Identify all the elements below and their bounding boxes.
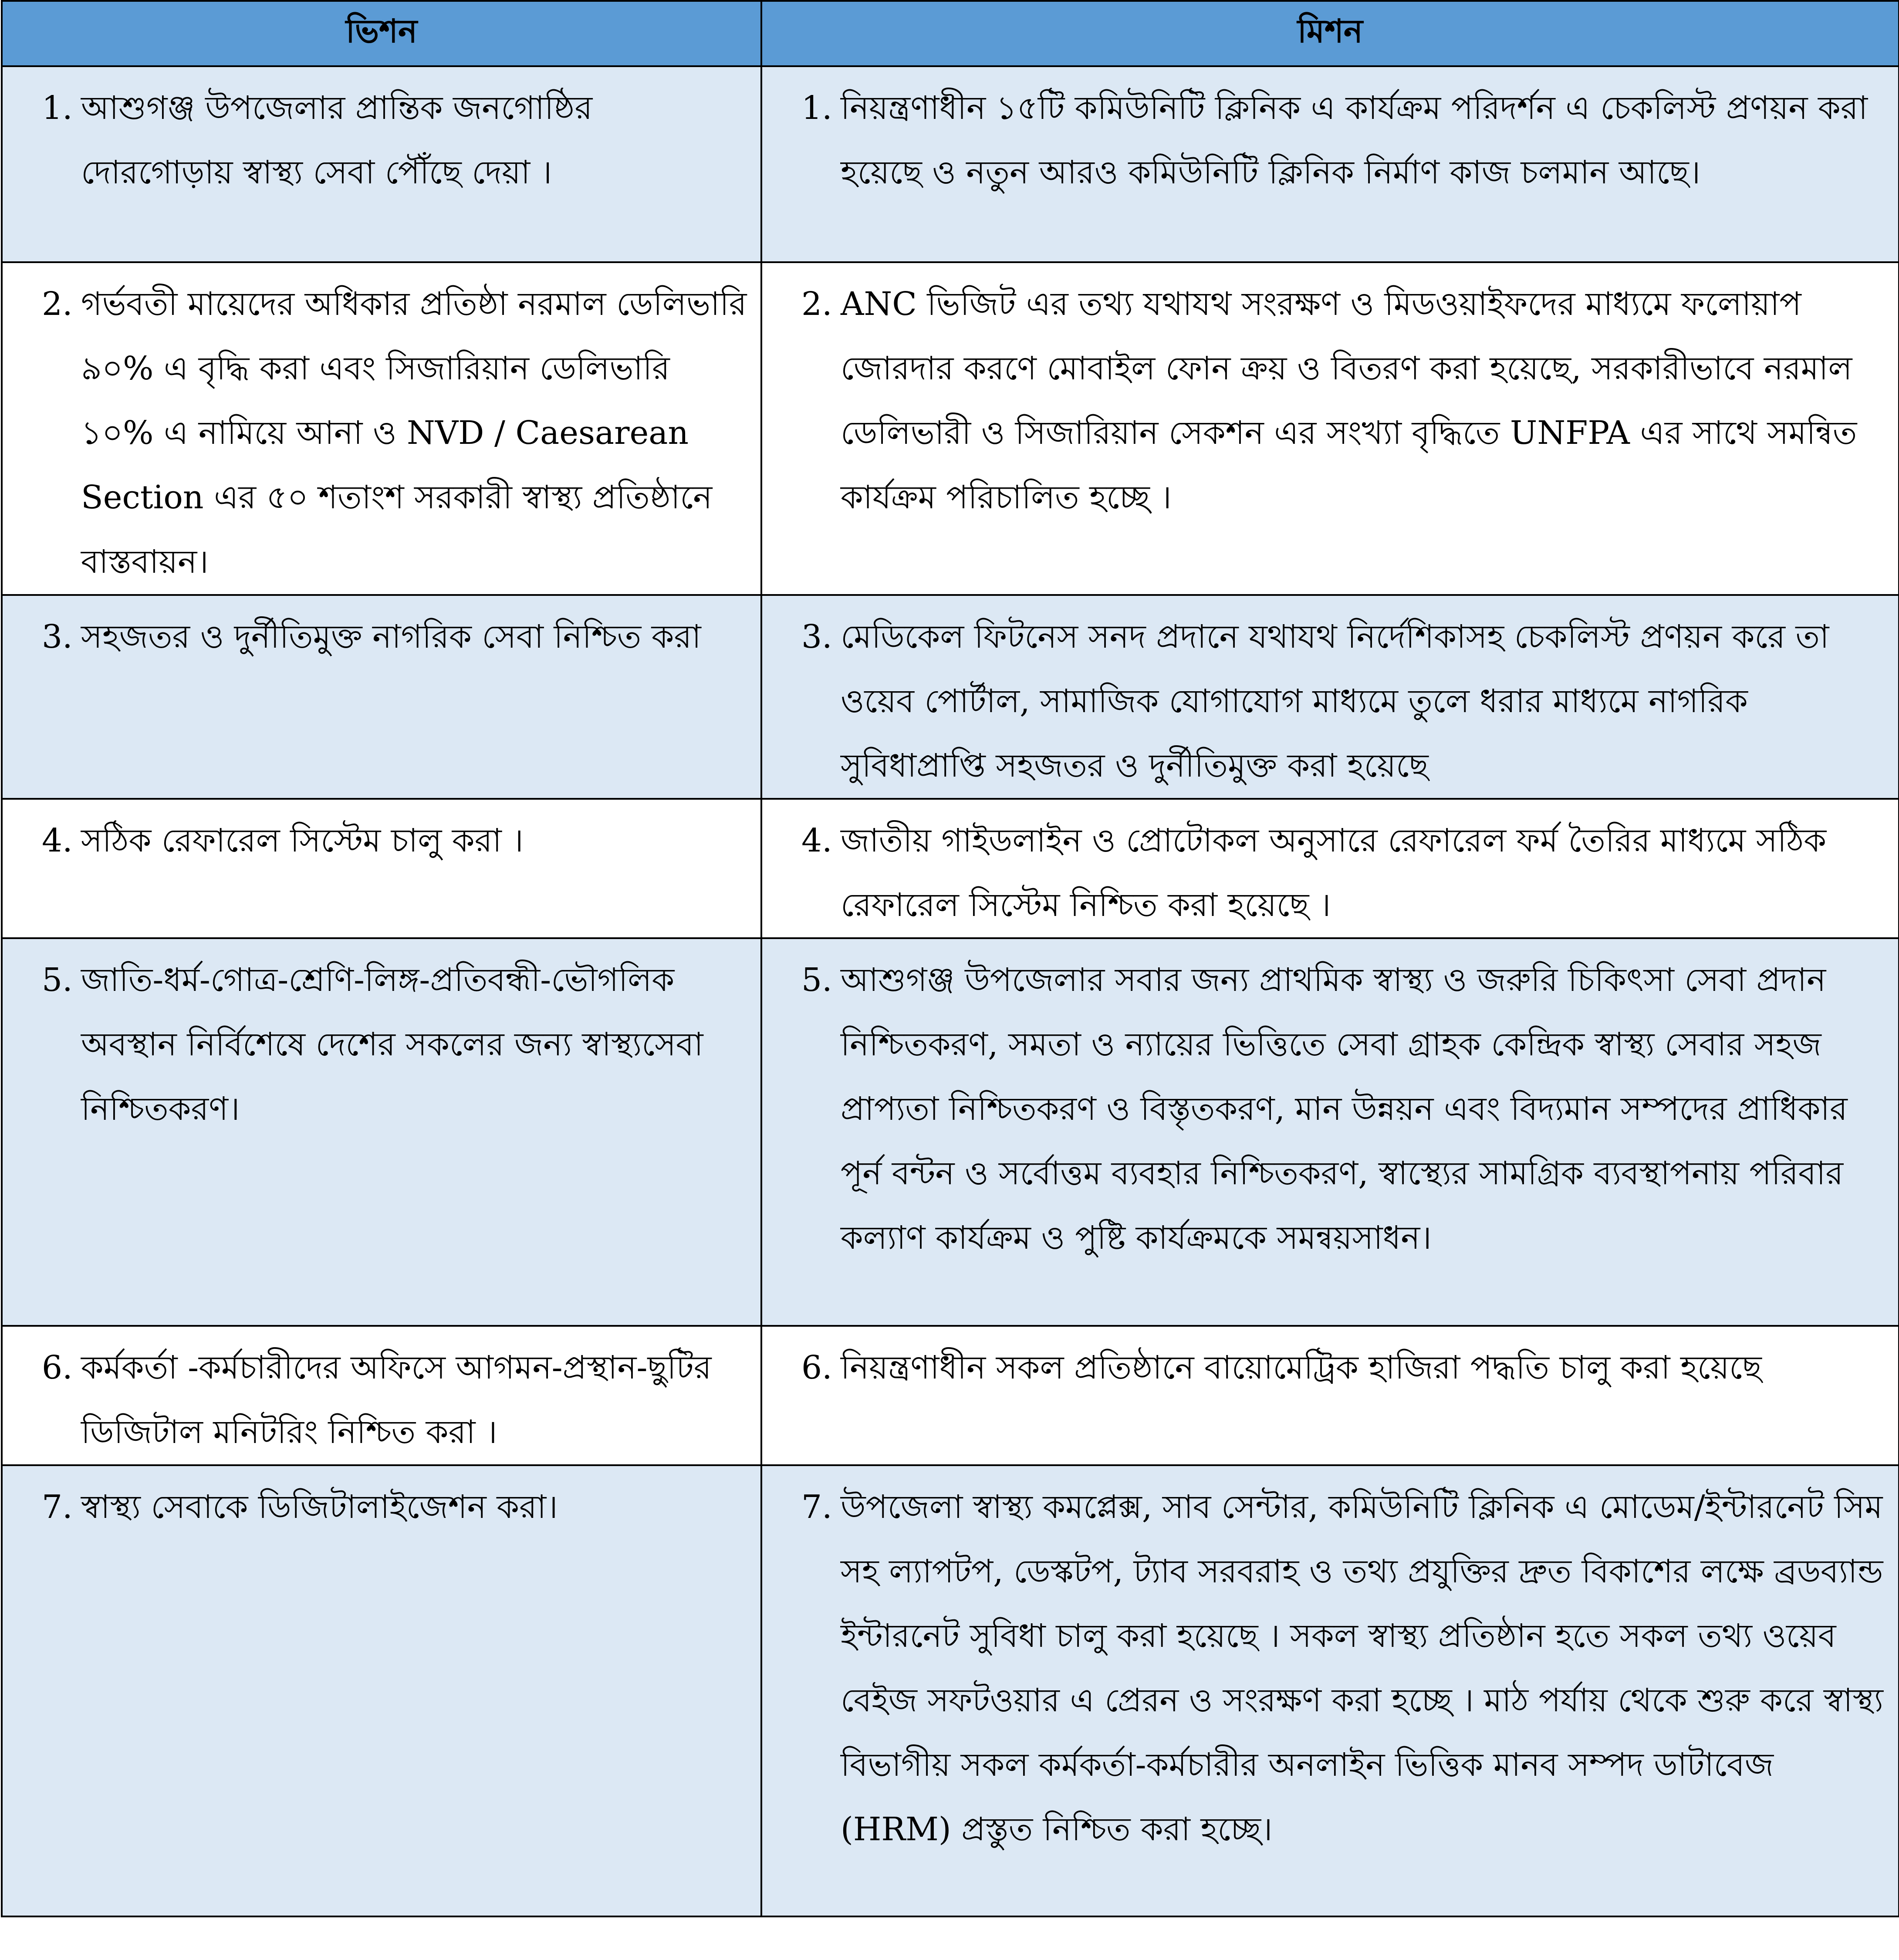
vision-cell — [2, 1465, 761, 1916]
item-number: 2. — [801, 285, 832, 323]
mission-cell — [761, 595, 1899, 799]
item-number: 5. — [42, 961, 73, 999]
mission-cell — [761, 1465, 1899, 1916]
vision-cell — [2, 262, 761, 595]
vision-text: স্বাস্থ্য সেবাকে ডিজিটালাইজেশন করা। — [81, 1488, 558, 1526]
mission-cell — [761, 938, 1899, 1326]
item-number: 4. — [42, 822, 73, 859]
vision-text: সহজতর ও দুর্নীতিমুক্ত নাগরিক সেবা নিশ্চিত করা — [81, 618, 701, 656]
table-row — [2, 799, 1899, 938]
vision-cell — [2, 66, 761, 262]
vision-cell — [2, 595, 761, 799]
mission-text: নিয়ন্ত্রণাধীন সকল প্রতিষ্ঠানে বায়োমেট্রিক হাজিরা পদ্ধতি চালু করা হয়েছে — [841, 1349, 1762, 1386]
item-number: 2. — [42, 285, 73, 323]
item-number: 7. — [801, 1488, 832, 1526]
item-number: 6. — [801, 1349, 832, 1386]
vision-text: গর্ভবতী মায়েদের অধিকার প্রতিষ্ঠা নরমাল ডেলিভারি ৯০% এ বৃদ্ধি করা এবং সিজারিয়ান ডেলিভারি ১০% এ নামিয়ে আনা ও NVD / Caesarean Section এর ৫০ শতাংশ সরকারী স্বাস্থ্য প্রতিষ্ঠানে বাস্তবায়ন। — [81, 285, 747, 581]
mission-text: আশুগঞ্জ উপজেলার সবার জন্য প্রাথমিক স্বাস্থ্য ও জরুরি চিকিৎসা সেবা প্রদান নিশ্চিতকরণ, সমতা ও ন্যায়ের ভিত্তিতে সেবা গ্রাহক কেন্দ্রিক স্বাস্থ্য সেবার সহজ প্রাপ্যতা নিশ্চিতকরণ ও বিস্তৃতকরণ, মান উন্নয়ন এবং বিদ্যমান সম্পদের প্রাধিকার পূর্ন বন্টন ও সর্বোত্তম ব্যবহার নিশ্চিতকরণ, স্বাস্থ্যের সামগ্রিক ব্যবস্থাপনায় পরিবার কল্যাণ কার্যক্রম ও পুষ্টি কার্যক্রমকে সমন্বয়সাধন। — [841, 961, 1848, 1257]
vision-cell — [2, 1326, 761, 1465]
table-row — [2, 938, 1899, 1326]
vision-column-header: ভিশন — [2, 1, 761, 66]
mission-text: মেডিকেল ফিটনেস সনদ প্রদানে যথাযথ নির্দেশিকাসহ চেকলিস্ট প্রণয়ন করে তা ওয়েব পোর্টাল, সামাজিক যোগাযোগ মাধ্যমে তুলে ধরার মাধ্যমে নাগরিক সুবিধাপ্রাপ্তি সহজতর ও দুর্নীতিমুক্ত করা হয়েছে — [841, 618, 1829, 784]
table-row — [2, 1326, 1899, 1465]
mission-cell — [761, 262, 1899, 595]
item-number: 5. — [801, 961, 832, 999]
vision-text: আশুগঞ্জ উপজেলার প্রান্তিক জনগোষ্ঠির দোরগোড়ায় স্বাস্থ্য সেবা পৌঁছে দেয়া । — [81, 89, 593, 191]
mission-text: নিয়ন্ত্রণাধীন ১৫টি কমিউনিটি ক্লিনিক এ কার্যক্রম পরিদর্শন এ চেকলিস্ট প্রণয়ন করা হয়েছে ও নতুন আরও কমিউনিটি ক্লিনিক নির্মাণ কাজ চলমান আছে। — [841, 89, 1868, 191]
item-number: 3. — [42, 618, 73, 656]
mission-text: জাতীয় গাইডলাইন ও প্রোটোকল অনুসারে রেফারেল ফর্ম তৈরির মাধ্যমে সঠিক রেফারেল সিস্টেম নিশ্চিত করা হয়েছে । — [841, 822, 1827, 924]
vision-cell — [2, 799, 761, 938]
mission-text: উপজেলা স্বাস্থ্য কমপ্লেক্স, সাব সেন্টার, কমিউনিটি ক্লিনিক এ মোডেম/ইন্টারনেট সিম সহ ল্যাপটপ, ডেস্কটপ, ট্যাব সরবরাহ ও তথ্য প্রযুক্তির দ্রুত বিকাশের লক্ষে ব্রডব্যান্ড ইন্টারনেট সুবিধা চালু করা হয়েছে । সকল স্বাস্থ্য প্রতিষ্ঠান হতে সকল তথ্য ওয়েব বেইজ সফটওয়ার এ প্রেরন ও সংরক্ষণ করা হচ্ছে । মাঠ পর্যায় থেকে শুরু করে স্বাস্থ্য বিভাগীয় সকল কর্মকর্তা-কর্মচারীর অনলাইন ভিত্তিক মানব সম্পদ ডাটাবেজ (HRM) প্রস্তুত নিশ্চিত করা হচ্ছে। — [841, 1488, 1883, 1848]
table-header-row — [2, 1, 1899, 66]
mission-text: ANC ভিজিট এর তথ্য যথাযথ সংরক্ষণ ও মিডওয়াইফদের মাধ্যমে ফলোয়াপ জোরদার করণে মোবাইল ফোন ক্রয় ও বিতরণ করা হয়েছে, সরকারীভাবে নরমাল ডেলিভারী ও সিজারিয়ান সেকশন এর সংখ্যা বৃদ্ধিতে UNFPA এর সাথে সমন্বিত কার্যক্রম পরিচালিত হচ্ছে । — [841, 285, 1857, 516]
vision-text: কর্মকর্তা -কর্মচারীদের অফিসে আগমন-প্রস্থান-ছুটির ডিজিটাল মনিটরিং নিশ্চিত করা । — [81, 1349, 712, 1451]
table-row — [2, 262, 1899, 595]
item-number: 3. — [801, 618, 832, 656]
mission-cell — [761, 1326, 1899, 1465]
table-row — [2, 1465, 1899, 1916]
item-number: 7. — [42, 1488, 73, 1526]
mission-cell — [761, 799, 1899, 938]
table-row — [2, 66, 1899, 262]
item-number: 1. — [801, 89, 832, 127]
item-number: 1. — [42, 89, 73, 127]
vision-mission-table — [1, 0, 1899, 1917]
vision-cell — [2, 938, 761, 1326]
item-number: 6. — [42, 1349, 73, 1386]
mission-column-header: মিশন — [761, 1, 1899, 66]
mission-cell — [761, 66, 1899, 262]
vision-text: জাতি-ধর্ম-গোত্র-শ্রেণি-লিঙ্গ-প্রতিবন্ধী-ভৌগলিক অবস্থান নির্বিশেষে দেশের সকলের জন্য স্বাস্থ্যসেবা নিশ্চিতকরণ। — [81, 961, 703, 1128]
table-row — [2, 595, 1899, 799]
item-number: 4. — [801, 822, 832, 859]
vision-text: সঠিক রেফারেল সিস্টেম চালু করা । — [81, 822, 524, 859]
